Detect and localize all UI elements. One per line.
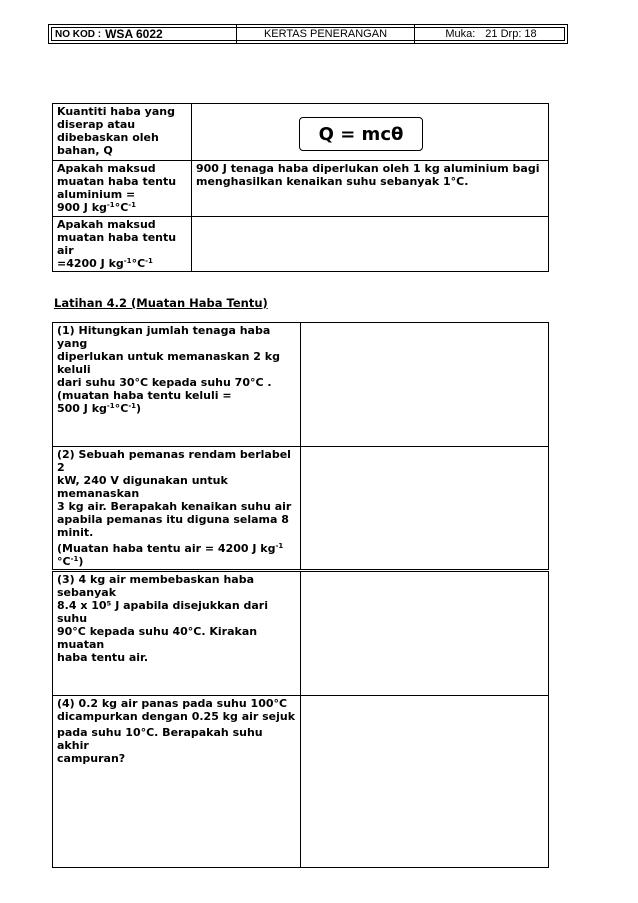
definition-table: [52, 103, 549, 272]
code-label: NO KOD :: [55, 28, 102, 40]
question-1-unit: 500 J $kg^{-1}^\circ C^{-1}$): [57, 402, 142, 415]
question-2-unit: (Muatan haba tentu air = 4200 J $kg^{-1}$ $^\circ C^{-1}$): [57, 542, 284, 568]
aluminium-answer: 900 J tenaga haba diperlukan oleh 1 kg aluminium bagi menghasilkan kenaikan suhu sebanyak 1°C.: [192, 161, 549, 217]
water-question: Apakah maksud muatan haba tentu air =4200 J $kg^{-1}^\circ C^{-1}$: [53, 217, 192, 272]
section-heading: Latihan 4.2 (Muatan Haba Tentu): [54, 296, 268, 310]
question-2: (2) Sebuah pemanas rendam berlabel 2 kW, 240 V digunakan untuk memanaskan 3 kg air. Berapakah kenaikan suhu air apabila pemanas itu diguna selama 8 minit. (Muatan haba tentu air = 4200 J $kg^{-1}$ $^\circ C^{-1}$): [53, 447, 301, 571]
table-row: [53, 323, 549, 447]
answer-4-blank[interactable]: [301, 696, 549, 868]
formula-cell: [192, 104, 549, 161]
formula-box: Q = mcθ: [299, 117, 423, 151]
code-cell: [49, 25, 237, 43]
table-row: [53, 161, 549, 217]
aluminium-unit: 900 J $kg^{-1}^\circ C^{-1}$: [57, 201, 137, 214]
document-header: [48, 24, 568, 44]
answer-1-blank[interactable]: [301, 323, 549, 447]
table-row: [53, 571, 549, 696]
water-answer-blank[interactable]: [192, 217, 549, 272]
question-4: (4) 0.2 kg air panas pada suhu 100°C dicampurkan dengan 0.25 kg air sejuk pada suhu 10°C. Berapakah suhu akhir campuran?: [53, 696, 301, 868]
header-title: KERTAS PENERANGAN: [237, 25, 415, 43]
page-cell: [415, 25, 567, 43]
table-row: [53, 447, 549, 571]
aluminium-question: Apakah maksud muatan haba tentu aluminium = 900 J $kg^{-1}^\circ C^{-1}$: [53, 161, 192, 217]
answer-3-blank[interactable]: [301, 571, 549, 696]
water-unit: =4200 J $kg^{-1}^\circ C^{-1}$: [57, 257, 153, 270]
page-label: Muka:: [445, 28, 476, 40]
question-1: (1) Hitungkan jumlah tenaga haba yang diperlukan untuk memanaskan 2 kg keluli dari suhu 30°C kepada suhu 70°C . (muatan haba tentu keluli = 500 J $kg^{-1}^\circ C^{-1}$): [53, 323, 301, 447]
heat-quantity-label: Kuantiti haba yang diserap atau dibebaskan oleh bahan, Q: [53, 104, 192, 161]
exercise-table: [52, 322, 549, 868]
question-3: (3) 4 kg air membebaskan haba sebanyak 8.4 x 10⁵ J apabila disejukkan dari suhu 90°C kepada suhu 40°C. Kirakan muatan haba tentu air.: [53, 571, 301, 696]
code-value: WSA 6022: [105, 27, 163, 41]
answer-2-blank[interactable]: [301, 447, 549, 571]
table-row: [53, 696, 549, 868]
table-row: [53, 104, 549, 161]
table-row: [53, 217, 549, 272]
page-value: 21 Drp: 18: [485, 28, 537, 40]
